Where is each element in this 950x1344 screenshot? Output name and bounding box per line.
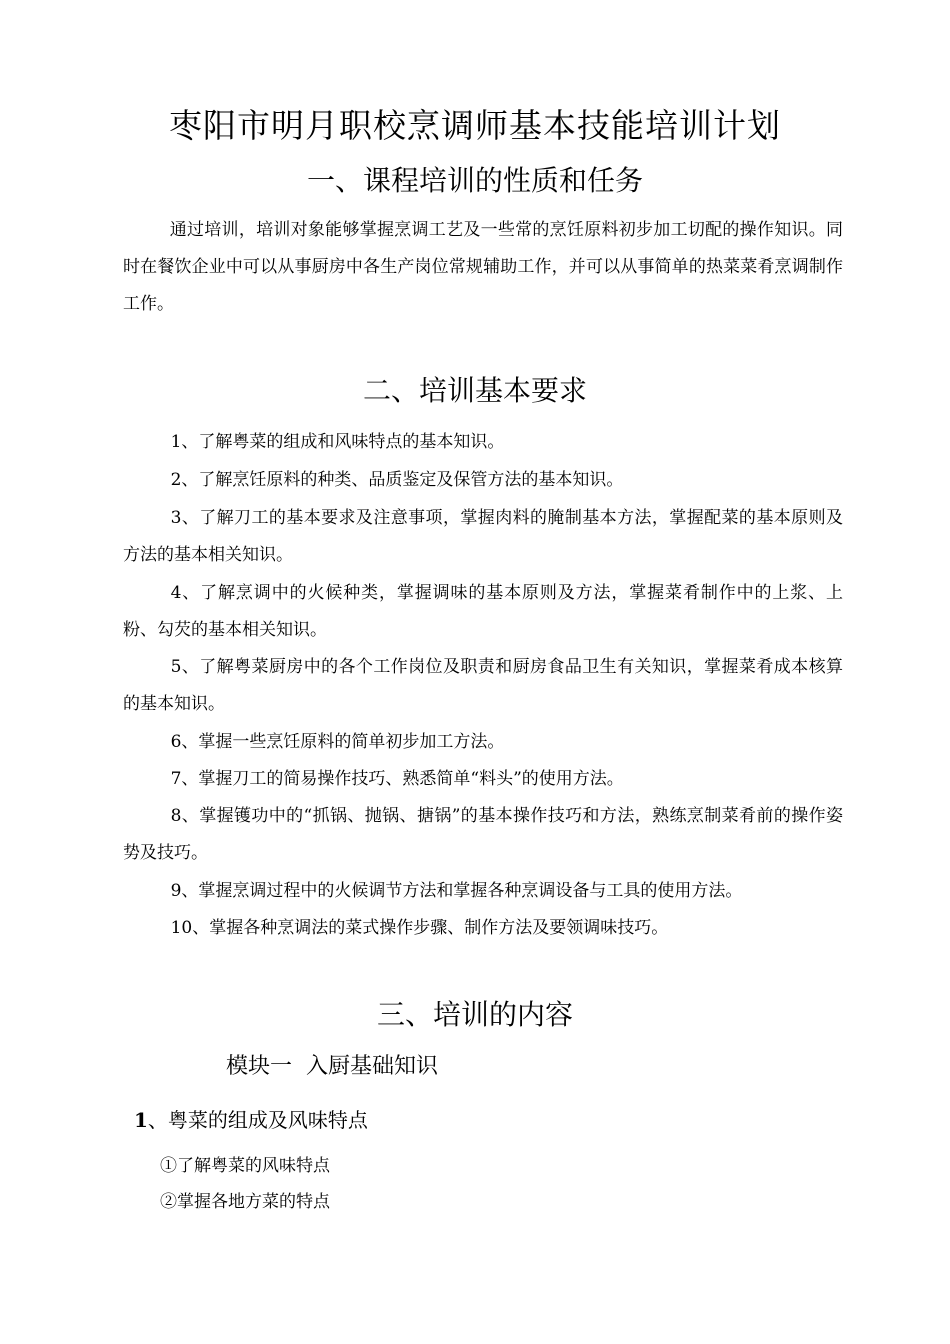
requirement-item-5: 5、了解粤菜厨房中的各个工作岗位及职责和厨房食品卫生有关知识，掌握菜肴成本核算的基本知识。 bbox=[123, 657, 843, 714]
subsection-title: 、粤菜的组成及风味特点 bbox=[147, 1108, 368, 1132]
section-1-paragraph: 通过培训，培训对象能够掌握烹调工艺及一些常的烹饪原料初步加工切配的操作知识。同时在餐饮企业中可以从事厨房中各生产岗位常规辅助工作，并可以从事简单的热菜菜肴烹调制作工作。 bbox=[123, 220, 843, 314]
module-heading: 模块一 入厨基础知识 bbox=[226, 1054, 438, 1079]
requirement-item-1: 1、了解粤菜的组成和风味特点的基本知识。 bbox=[170, 432, 505, 452]
requirement-item-9: 9、掌握烹调过程中的火候调节方法和掌握各种烹调设备与工具的使用方法。 bbox=[170, 881, 743, 901]
subsection-heading bbox=[134, 1106, 368, 1134]
requirement-item-7: 7、掌握刀工的简易操作技巧、熟悉简单“料头”的使用方法。 bbox=[170, 769, 624, 789]
requirement-item-8: 8、掌握镬功中的“抓锅、抛锅、搪锅”的基本操作技巧和方法，熟练烹制菜肴前的操作姿势及技巧。 bbox=[123, 806, 843, 863]
section-1-heading: 一、课程培训的性质和任务 bbox=[306, 164, 643, 197]
requirement-item-2: 2、了解烹饪原料的种类、品质鉴定及保管方法的基本知识。 bbox=[170, 470, 624, 490]
section-2-heading: 二、培训基本要求 bbox=[362, 374, 587, 407]
section-3-heading: 三、培训的内容 bbox=[376, 998, 573, 1031]
document-title: 枣阳市明月职校烹调师基本技能培训计划 bbox=[169, 106, 781, 145]
content-point-2: ②掌握各地方菜的特点 bbox=[160, 1192, 330, 1212]
requirement-item-3: 3、了解刀工的基本要求及注意事项，掌握肉料的腌制基本方法，掌握配菜的基本原则及方法的基本相关知识。 bbox=[123, 508, 843, 565]
requirement-item-4: 4、了解烹调中的火候种类，掌握调味的基本原则及方法，掌握菜肴制作中的上浆、上粉、勾芡的基本相关知识。 bbox=[123, 583, 843, 640]
subsection-number: 1 bbox=[134, 1108, 148, 1132]
content-point-1: ①了解粤菜的风味特点 bbox=[160, 1156, 330, 1176]
requirement-item-10: 10、掌握各种烹调法的菜式操作步骤、制作方法及要领调味技巧。 bbox=[170, 918, 669, 938]
requirement-item-6: 6、掌握一些烹饪原料的简单初步加工方法。 bbox=[170, 732, 505, 752]
